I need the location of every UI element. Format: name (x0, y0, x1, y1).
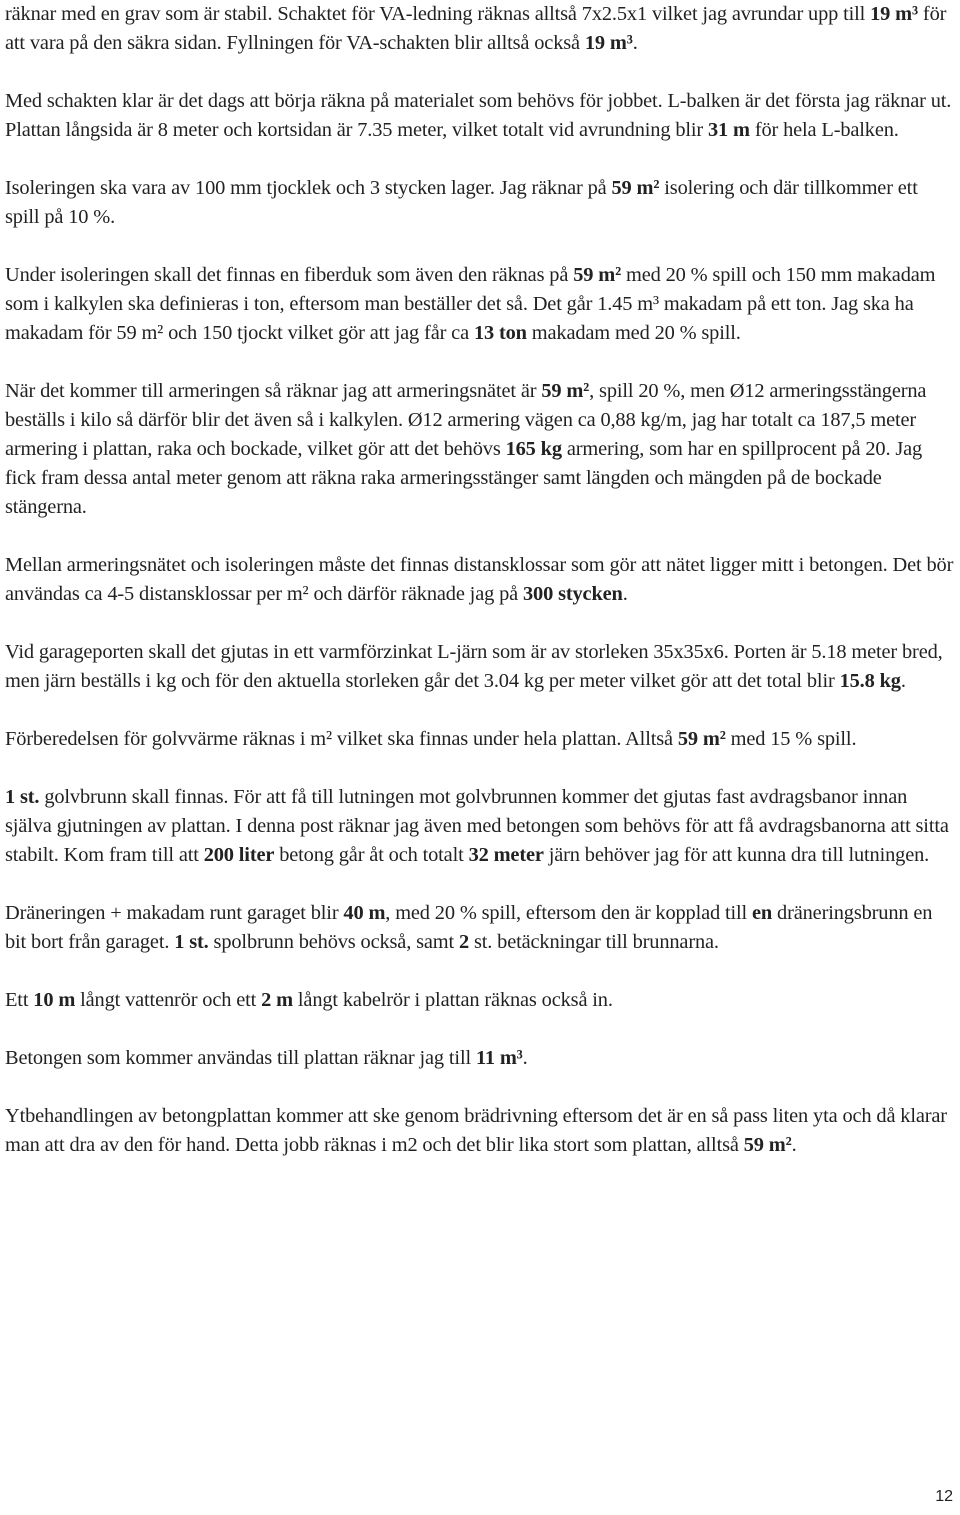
bold-value: 31 m (708, 119, 750, 141)
bold-value: en (752, 902, 773, 924)
page-number: 12 (935, 1488, 953, 1505)
text-run: När det kommer till armeringen så räknar jag att armeringsnätet är (5, 380, 542, 402)
text-run: Dräneringen + makadam runt garaget blir (5, 902, 344, 924)
paragraph-l-jarn (5, 638, 956, 696)
bold-value: 59 m² (573, 264, 622, 286)
bold-value: 1 st. (174, 931, 209, 953)
bold-value: 19 m³ (584, 32, 633, 54)
text-run: Under isoleringen skall det finnas en fiberduk som även den räknas på (5, 264, 574, 286)
text-run: , spill 20 %, men Ø12 armeringsstängerna beställs i kilo så därför blir det även så i kalkylen. Ø12 armering vägen ca 0,88 kg/m, jag har totalt ca 187,5 meter armering i plattan, raka och bockade, vilket gör att det behövs (5, 380, 927, 460)
bold-value: 200 liter (203, 844, 275, 866)
text-run: långt vattenrör och ett (75, 989, 262, 1011)
text-run: spolbrunn behövs också, samt (208, 931, 459, 953)
bold-value: 10 m (33, 989, 76, 1011)
text-run: betong går åt och totalt (274, 844, 469, 866)
text-run: Förberedelsen för golvvärme räknas i m² vilket ska finnas under hela plattan. Alltså (5, 728, 678, 750)
bold-value: 32 meter (468, 844, 544, 866)
text-run: golvbrunn skall finnas. För att få till lutningen mot golvbrunnen kommer det gjutas fast avdragsbanor innan själva gjutningen av plattan. I denna post räknar jag även med betongen som behövs för att få avdragsbanorna att sitta stabilt. Kom fram till att (5, 786, 949, 866)
bold-value: 1 st. (5, 786, 40, 808)
paragraph-betong (5, 1044, 956, 1073)
paragraph-golvvarme (5, 725, 956, 754)
text-run: Ytbehandlingen av betongplattan kommer att ske genom brädrivning eftersom det är en så pass liten yta och då klarar man att dra av den för hand. Detta jobb räknas i m2 och det blir lika stort som plattan, alltså (5, 1105, 947, 1156)
text-run: . (632, 32, 638, 54)
bold-value: 13 ton (473, 322, 527, 344)
bold-value: 15.8 kg (839, 670, 901, 692)
text-run: Med schakten klar är det dags att börja räkna på materialet som behövs för jobbet. L-balken är det första jag räknar ut. Plattan långsida är 8 meter och kortsidan är 7.35 meter, vilket totalt vid avrundning blir (5, 90, 952, 141)
paragraph-dranering (5, 899, 956, 957)
paragraph-l-balken (5, 87, 956, 145)
paragraph-armering (5, 377, 956, 522)
bold-value: 11 m³ (475, 1047, 523, 1069)
paragraph-golvbrunn (5, 783, 956, 870)
text-run: Mellan armeringsnätet och isoleringen måste det finnas distansklossar som gör att nätet ligger mitt i betongen. Det bör användas ca 4-5 distansklossar per m² och därför räknade jag på (5, 554, 954, 605)
text-run: med 20 % spill och 150 mm makadam som i kalkylen ska definieras i ton, eftersom man beställer det så. Det går 1.45 m³ makadam på ett ton. Jag ska ha makadam för 59 m² och 150 tjockt vilket gör att jag får ca (5, 264, 936, 344)
body-text (5, 0, 956, 1160)
paragraph-distansklossar (5, 551, 956, 609)
bold-value: 59 m² (743, 1134, 792, 1156)
paragraph-ytbehandling (5, 1102, 956, 1160)
paragraph-va-schakt (5, 0, 956, 58)
bold-value: 59 m² (611, 177, 660, 199)
paragraph-isolering (5, 174, 956, 232)
text-run: Vid garageporten skall det gjutas in ett varmförzinkat L-järn som är av storleken 35x35x6. Porten är 5.18 meter bred, men järn beställs i kg och för den aktuella storleken går det 3.04 kg per meter vilket gör att det total blir (5, 641, 943, 692)
text-run: , med 20 % spill, eftersom den är kopplad till (385, 902, 752, 924)
text-run: . (522, 1047, 528, 1069)
text-run: för att vara på den säkra sidan. Fyllningen för VA-schakten blir alltså också (5, 3, 947, 54)
bold-value: 59 m² (541, 380, 590, 402)
text-run: . (622, 583, 628, 605)
text-run: . (791, 1134, 797, 1156)
bold-value: 165 kg (505, 438, 562, 460)
text-run: armering, som har en spillprocent på 20. Jag fick fram dessa antal meter genom att räkna raka armeringsstänger samt längden och mängden på de bockade stängerna. (5, 438, 923, 518)
text-run: Betongen som kommer användas till plattan räknar jag till (5, 1047, 476, 1069)
bold-value: 40 m (343, 902, 386, 924)
text-run: för hela L-balken. (749, 119, 899, 141)
paragraph-fiberduk-makadam (5, 261, 956, 348)
paragraph-ror (5, 986, 956, 1015)
bold-value: 2 (458, 931, 470, 953)
bold-value: 19 m³ (870, 3, 918, 25)
text-run: isolering och där tillkommer ett spill på 10 %. (5, 177, 918, 228)
text-run: Ett (5, 989, 34, 1011)
text-run: . (900, 670, 906, 692)
text-run: dräneringsbrunn en bit bort från garaget. (5, 902, 933, 953)
text-run: järn behöver jag för att kunna dra till lutningen. (543, 844, 930, 866)
text-run: makadam med 20 % spill. (526, 322, 741, 344)
bold-value: 59 m² (677, 728, 726, 750)
text-run: st. betäckningar till brunnarna. (469, 931, 719, 953)
text-run: långt kabelrör i plattan räknas också in. (292, 989, 613, 1011)
text-run: med 15 % spill. (725, 728, 857, 750)
text-run: räknar med en grav som är stabil. Schaktet för VA-ledning räknas alltså 7x2.5x1 vilket jag avrundar upp till (5, 3, 871, 25)
bold-value: 300 stycken (522, 583, 623, 605)
text-run: Isoleringen ska vara av 100 mm tjocklek och 3 stycken lager. Jag räknar på (5, 177, 612, 199)
bold-value: 2 m (261, 989, 293, 1011)
